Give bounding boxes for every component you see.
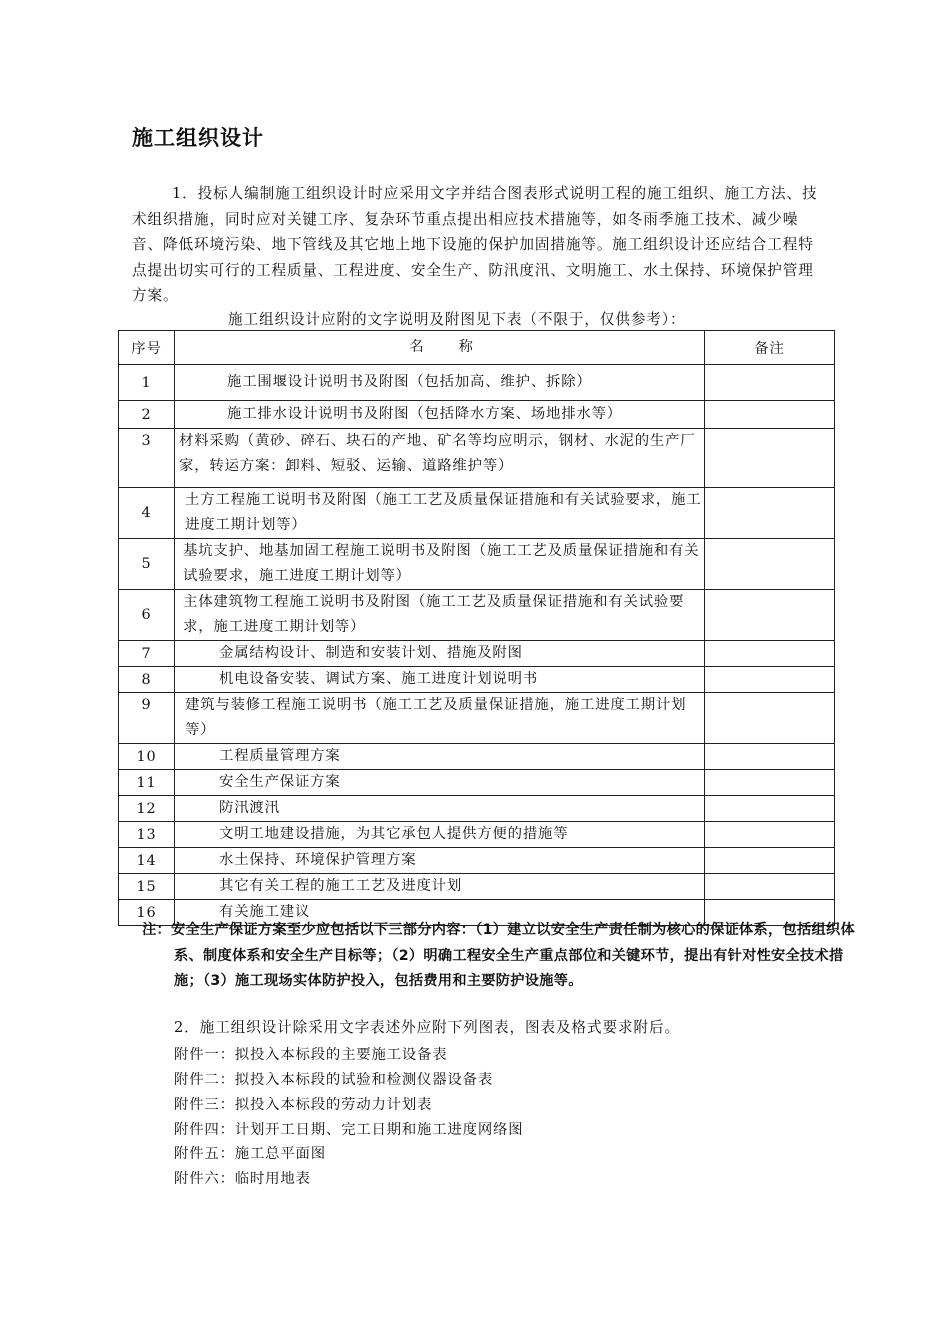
table-row: 5 基坑支护、地基加固工程施工说明书及附图（施工工艺及质量保证措施和有关试验要求，施工进度工期计划等） bbox=[119, 539, 835, 590]
table-row: 2 施工排水设计说明书及附图（包括降水方案、场地排水等） bbox=[119, 401, 835, 429]
attachment-item: 附件二：拟投入本标段的试验和检测仪器设备表 bbox=[174, 1072, 494, 1088]
header-name: 名 称 bbox=[175, 331, 705, 365]
table-row: 16 有关施工建议 bbox=[119, 900, 835, 926]
table-row: 14 水土保持、环境保护管理方案 bbox=[119, 848, 835, 874]
table-header-row bbox=[119, 331, 835, 365]
table-row: 11 安全生产保证方案 bbox=[119, 770, 835, 796]
table-row: 10 工程质量管理方案 bbox=[119, 744, 835, 770]
table-row: 4 土方工程施工说明书及附图（施工工艺及质量保证措施和有关试验要求，施工进度工期计划等） bbox=[119, 488, 835, 539]
attachment-item: 附件六：临时用地表 bbox=[174, 1171, 311, 1187]
header-no: 序号 bbox=[119, 331, 175, 365]
document-list-table bbox=[118, 330, 835, 926]
page-title: 施工组织设计 bbox=[132, 125, 264, 150]
table-caption: 施工组织设计应附的文字说明及附图见下表（不限于，仅供参考）： bbox=[228, 311, 686, 328]
intro-paragraph: 1．投标人编制施工组织设计时应采用文字并结合图表形式说明工程的施工组织、施工方法、技术组织措施，同时应对关键工序、复杂环节重点提出相应技术措施等，如冬雨季施工技术、减少噪音、降低环境污染、地下管线及其它地上地下设施的保护加固措施等。施工组织设计还应结合工程特点提出切实可行的工程质量、工程进度、安全生产、防汛度汛、文明施工、水土保持、环境保护管理方案。 bbox=[132, 185, 818, 305]
table-row: 9 建筑与装修工程施工说明书（施工工艺及质量保证措施，施工进度工期计划等） bbox=[119, 693, 835, 744]
table-row: 15 其它有关工程的施工工艺及进度计划 bbox=[119, 874, 835, 900]
attachments-intro: 2．施工组织设计除采用文字表述外应附下列图表，图表及格式要求附后。 bbox=[174, 1019, 680, 1036]
header-note: 备注 bbox=[705, 331, 835, 365]
table-row: 1 施工围堰设计说明书及附图（包括加高、维护、拆除） bbox=[119, 365, 835, 401]
attachment-item: 附件五：施工总平面图 bbox=[174, 1146, 326, 1162]
safety-note: 注：安全生产保证方案至少应包括以下三部分内容：（1）建立以安全生产责任制为核心的保证体系，包括组织体系、制度体系和安全生产目标等；（2）明确工程安全生产重点部位和关键环节，提出有针对性安全技术措施；（3）施工现场实体防护投入，包括费用和主要防护设施等。 bbox=[142, 922, 855, 989]
attachment-item: 附件一：拟投入本标段的主要施工设备表 bbox=[174, 1047, 448, 1063]
table-row: 8 机电设备安装、调试方案、施工进度计划说明书 bbox=[119, 667, 835, 693]
table-row: 7 金属结构设计、制造和安装计划、措施及附图 bbox=[119, 641, 835, 667]
table-row: 3 材料采购（黄砂、碎石、块石的产地、矿名等均应明示，钢材、水泥的生产厂家，转运方案：卸料、短驳、运输、道路维护等） bbox=[119, 429, 835, 488]
attachment-item: 附件四：计划开工日期、完工日期和施工进度网络图 bbox=[174, 1122, 524, 1138]
table-row: 12 防汛渡汛 bbox=[119, 796, 835, 822]
attachment-item: 附件三：拟投入本标段的劳动力计划表 bbox=[174, 1097, 433, 1113]
table-row: 6 主体建筑物工程施工说明书及附图（施工工艺及质量保证措施和有关试验要求，施工进度工期计划等） bbox=[119, 590, 835, 641]
table-row: 13 文明工地建设措施，为其它承包人提供方便的措施等 bbox=[119, 822, 835, 848]
